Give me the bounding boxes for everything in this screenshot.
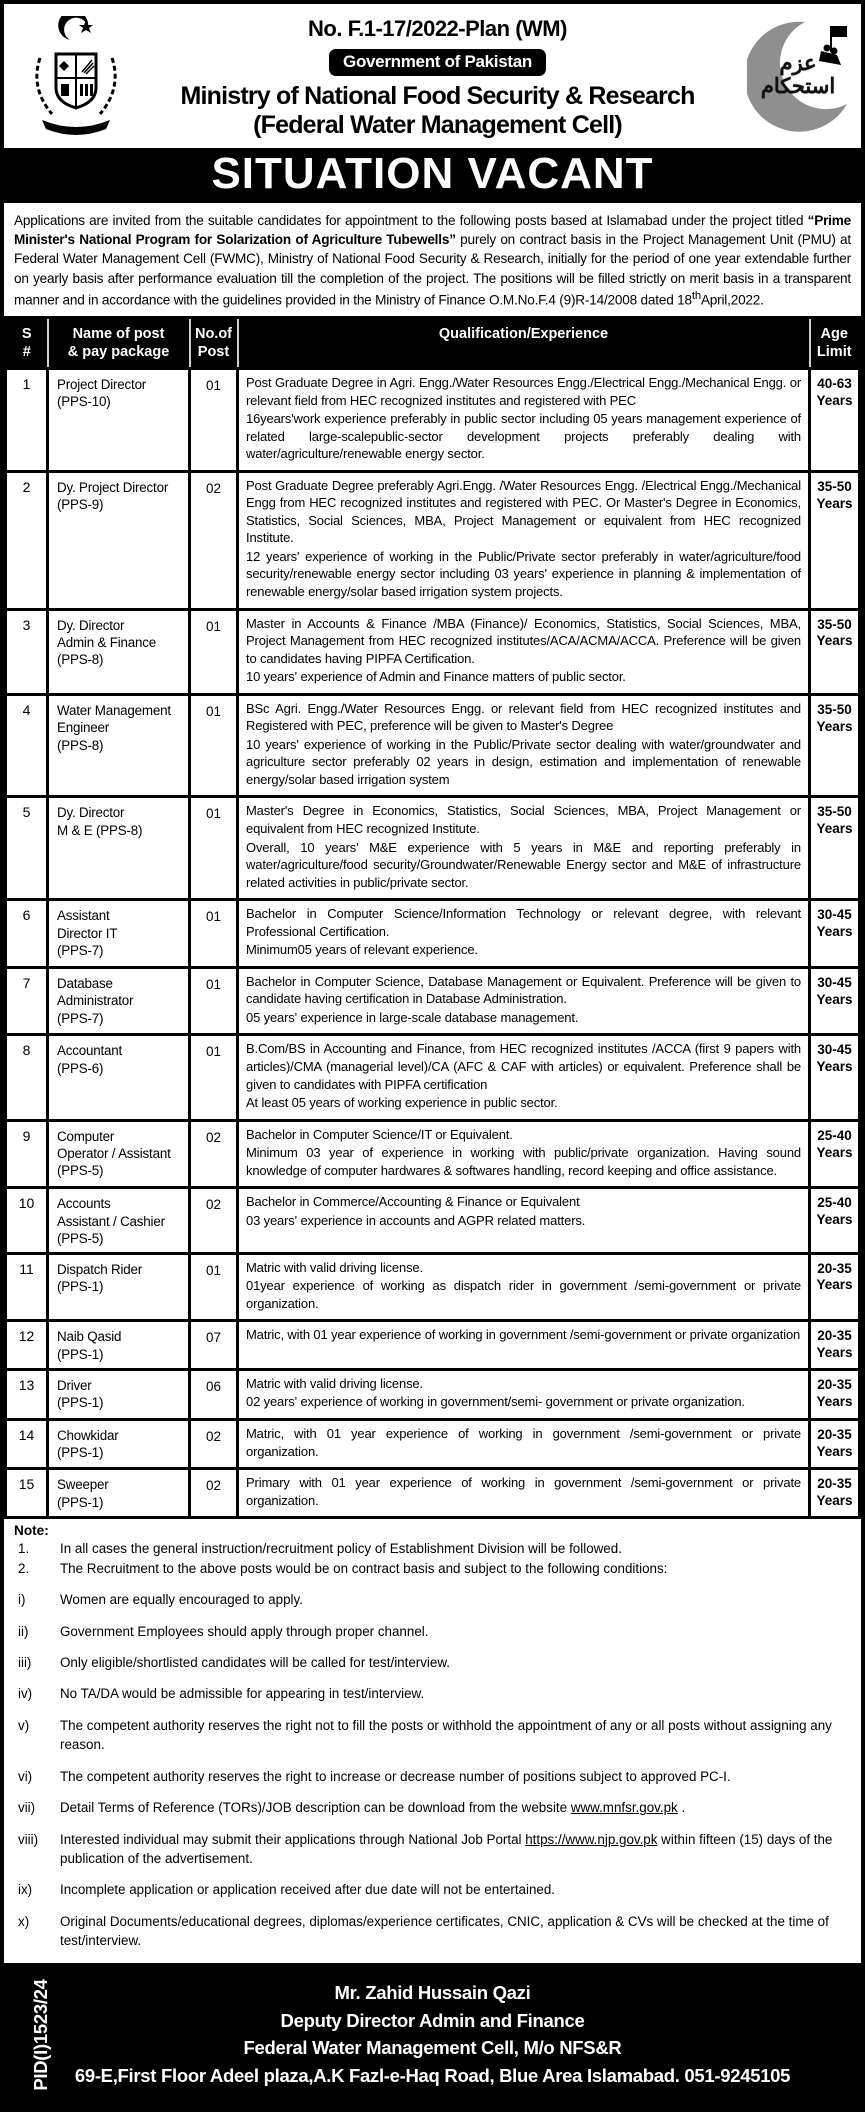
row-post-count: 01 [190, 967, 238, 1035]
row-serial: 9 [6, 1120, 48, 1188]
row-qualification: Bachelor in Computer Science/IT or Equivalent. Minimum 03 year of experience in working with public/private organization. Having sound knowledge of computer hardwares & softwares handling, record keeping and office assistance. [238, 1120, 810, 1188]
intro-project-title: “Prime Minister's National Program for Solarization of Agriculture Tubewells” [14, 212, 851, 247]
row-serial: 3 [6, 609, 48, 694]
row-post-name: Chowkidar (PPS-1) [48, 1420, 190, 1469]
row-serial: 7 [6, 967, 48, 1035]
row-post-count: 01 [190, 1035, 238, 1120]
table-row [6, 1369, 860, 1419]
pid-code: PID(I)1523/24 [30, 1979, 52, 2091]
header-count: No.of Post [190, 317, 238, 368]
cell-title: (Federal Water Management Cell) [253, 110, 622, 139]
header-age: Age Limit [810, 317, 860, 368]
note-item: viii) Interested individual may submit their applications through National Job Portal https://www.njp.gov.pk within fifteen (15) days of the publication of the advertisement. [18, 1831, 833, 1867]
posts-table [4, 316, 861, 1520]
row-age-limit: 35-50 Years [810, 609, 860, 694]
notes-section [4, 1519, 861, 1961]
row-qualification: Post Graduate Degree in Agri. Engg./Water Resources Engg./Electrical Engg./Mechanical Engg. or relevant field from HEC recognized institutes and registered with PEC 16years'work experience preferably in public sector including 05 years management experience of related large-scalepublic-sector development projects preferably dealing with water/agriculture/renewable energy sector. [238, 368, 810, 471]
note-item: 1. In all cases the general instruction/recruitment policy of Establishment Division will be followed. [18, 1541, 622, 1557]
situation-vacant-banner: SITUATION VACANT [4, 148, 861, 203]
row-qualification: Bachelor in Computer Science, Database Management or Equivalent. Preference will be given to candidate having certification in Database Administration. 05 years' experience in large-scale database management. [238, 967, 810, 1035]
table-header-row [6, 317, 860, 368]
azm-e-istehkam-logo-icon [747, 18, 855, 146]
row-serial: 2 [6, 471, 48, 609]
ministry-title: Ministry of National Food Security & Research [180, 82, 695, 110]
azm-urdu-text: عزم استحکام [760, 52, 836, 99]
row-serial: 1 [6, 368, 48, 471]
row-age-limit: 25-40 Years [810, 1188, 860, 1253]
row-serial: 15 [6, 1469, 48, 1518]
row-serial: 6 [6, 900, 48, 968]
row-post-count: 02 [190, 1188, 238, 1253]
row-age-limit: 20-35 Years [810, 1369, 860, 1419]
note-item: v) The competent authority reserves the right not to fill the posts or withhold the appointment of any or all posts without assigning any reason. [18, 1717, 832, 1753]
intro-part4: April,2022. [700, 292, 764, 308]
row-post-name: Accountant (PPS-6) [48, 1035, 190, 1120]
row-qualification: Matric with valid driving license. 01year experience of working as dispatch rider in government /semi-government or private organization. [238, 1253, 810, 1321]
signatory-name: Mr. Zahid Hussain Qazi [334, 1981, 531, 2003]
posts-table-head [6, 317, 860, 368]
row-post-name: Sweeper (PPS-1) [48, 1469, 190, 1518]
row-age-limit: 35-50 Years [810, 471, 860, 609]
header-post: Name of post & pay package [48, 317, 190, 368]
posts-table-body [6, 368, 860, 1517]
note-item: 2. The Recruitment to the above posts would be on contract basis and subject to the following conditions: [18, 1560, 668, 1576]
table-row [6, 900, 860, 968]
row-age-limit: 20-35 Years [810, 1321, 860, 1370]
intro-part3: purely on contract basis in the Project Management Unit (PMU) at Federal Water Management Cell (FWMC), Ministry of National Food Security & Research, initially for the period of one year extendable further on yearly basis after performance evaluation till the completion of the project. The positions will be filled strictly on merit basis in a transparent manner and in accordance with the guidelines provided in the Ministry of Finance O.M.No.F.4 (9)R-14/2008 dated 18 [14, 231, 851, 308]
table-row [6, 471, 860, 609]
note-link[interactable]: www.mnfsr.gov.pk [570, 1800, 678, 1816]
table-row [6, 1035, 860, 1120]
note-item: i) Women are equally encouraged to apply. [18, 1592, 303, 1608]
row-post-name: Driver (PPS-1) [48, 1369, 190, 1419]
row-post-name: Computer Operator / Assistant (PPS-5) [48, 1120, 190, 1188]
row-post-name: Assistant Director IT (PPS-7) [48, 900, 190, 968]
note-item: vi) The competent authority reserves the right to increase or decrease number of positions subject to approved PC-I. [18, 1768, 731, 1784]
row-post-count: 02 [190, 1469, 238, 1518]
row-serial: 13 [6, 1369, 48, 1419]
row-qualification: Matric, with 01 year experience of working in government /semi-government or private organization. [238, 1420, 810, 1469]
note-item: x) Original Documents/educational degrees, diplomas/experience certificates, CNIC, application & CVs will be checked at the time of test/interview. [18, 1913, 829, 1949]
table-row [6, 1120, 860, 1188]
row-qualification: Matric, with 01 year experience of working in government /semi-government or private organization [238, 1321, 810, 1370]
row-post-count: 01 [190, 368, 238, 471]
header-sn: S # [6, 317, 48, 368]
row-post-name: Water Management Engineer (PPS-8) [48, 694, 190, 797]
row-post-count: 01 [190, 1253, 238, 1321]
note-item: ii) Government Employees should apply through proper channel. [18, 1623, 429, 1639]
table-row [6, 1321, 860, 1370]
row-serial: 12 [6, 1321, 48, 1370]
row-qualification: Post Graduate Degree preferably Agri.Engg. /Water Resources Engg. /Electrical Engg./Mechanical Engg from HEC recognized institutes and registered with PEC. Or Master's Degree in Economics, Statistics, Social Sciences, MBA, Project Management or equivalent from HEC recognized Institute. 12 years' experience of working in the Public/Private sector preferably in water/agriculture/food security/renewable energy sector including 03 years' experience in planning & implementation of renewable energy/solar based irrigation system projects. [238, 471, 810, 609]
row-age-limit: 35-50 Years [810, 797, 860, 900]
row-qualification: Matric with valid driving license. 02 years' experience of working in government/semi- government or private organization. [238, 1369, 810, 1419]
row-post-count: 01 [190, 694, 238, 797]
table-row [6, 1420, 860, 1469]
row-post-name: Database Administrator (PPS-7) [48, 967, 190, 1035]
row-serial: 4 [6, 694, 48, 797]
signatory-org: Federal Water Management Cell, M/o NFS&R [243, 2037, 622, 2059]
row-post-count: 02 [190, 1420, 238, 1469]
row-post-name: Project Director (PPS-10) [48, 368, 190, 471]
row-age-limit: 30-45 Years [810, 900, 860, 968]
intro-date-sup: th [691, 289, 701, 302]
row-age-limit: 20-35 Years [810, 1469, 860, 1518]
row-qualification: Master in Accounts & Finance /MBA (Finance)/ Economics, Statistics, Social Sciences, MBA, Project Management from HEC recognized institutes/ACA/ACMA/ACCA. Preference will be given to candidates having PIPFA Certification. 10 years' experience of Admin and Finance matters of public sector. [238, 609, 810, 694]
table-row [6, 694, 860, 797]
row-qualification: Primary with 01 year experience of working in government /semi-government or private organization. [238, 1469, 810, 1518]
row-post-count: 02 [190, 1120, 238, 1188]
row-age-limit: 30-45 Years [810, 967, 860, 1035]
note-link[interactable]: https://www.njp.gov.pk [525, 1831, 658, 1847]
table-row [6, 609, 860, 694]
row-post-count: 01 [190, 797, 238, 900]
row-post-count: 01 [190, 900, 238, 968]
row-qualification: B.Com/BS in Accounting and Finance, from HEC recognized institutes /ACCA (first 9 papers with articles)/CMA (managerial level)/CA (AFC & CAF with articles) or equivalent. Preference shall be given to candidates with PIPFA certification At least 05 years of working experience in public sector. [238, 1035, 810, 1120]
table-row [6, 1188, 860, 1253]
row-qualification: BSc Agri. Engg./Water Resources Engg. or relevant field from HEC recognized institutes and Registered with PEC, preference will be given to Master's Degree 10 years' experience of working in the Public/Private sector dealing with water/groundwater and agriculture sector preferably 02 years in design, estimation and implementation of renewable energy/solar based irrigation system [238, 694, 810, 797]
note-item: iii) Only eligible/shortlisted candidates will be called for test/interview. [18, 1654, 451, 1670]
row-age-limit: 40-63 Years [810, 368, 860, 471]
reference-number: No. F.1-17/2022-Plan (WM) [308, 16, 567, 41]
row-post-name: Dy. Project Director (PPS-9) [48, 471, 190, 609]
table-row [6, 368, 860, 471]
header [4, 4, 861, 148]
row-post-count: 06 [190, 1369, 238, 1419]
row-age-limit: 20-35 Years [810, 1420, 860, 1469]
row-post-count: 01 [190, 609, 238, 694]
row-age-limit: 30-45 Years [810, 1035, 860, 1120]
notes-list [14, 1539, 851, 1951]
row-serial: 8 [6, 1035, 48, 1120]
table-row [6, 1253, 860, 1321]
row-post-count: 07 [190, 1321, 238, 1370]
signatory-address: 69-E,First Floor Adeel plaza,A.K Fazl-e-Haq Road, Blue Area Islamabad. 051-9245105 [74, 2065, 791, 2087]
row-post-name: Accounts Assistant / Cashier (PPS-5) [48, 1188, 190, 1253]
pakistan-state-emblem-icon [20, 16, 132, 158]
row-qualification: Bachelor in Computer Science/Information Technology or relevant degree, with relevant Professional Certification. Minimum05 years of relevant experience. [238, 900, 810, 968]
row-post-name: Dy. Director Admin & Finance (PPS-8) [48, 609, 190, 694]
row-serial: 10 [6, 1188, 48, 1253]
notes-label: Note: [14, 1523, 49, 1539]
intro-part1: Applications are invited from the suitable candidates for appointment to the following posts based at Islamabad under the project titled [14, 212, 808, 228]
note-item: ix) Incomplete application or application received after due date will not be entertained. [18, 1882, 556, 1898]
note-item: iv) No TA/DA would be admissible for appearing in test/interview. [18, 1686, 425, 1702]
row-serial: 11 [6, 1253, 48, 1321]
row-post-name: Dispatch Rider (PPS-1) [48, 1253, 190, 1321]
row-post-count: 02 [190, 471, 238, 609]
table-row [6, 967, 860, 1035]
row-age-limit: 35-50 Years [810, 694, 860, 797]
header-qualification: Qualification/Experience [238, 317, 810, 368]
table-row [6, 797, 860, 900]
row-serial: 14 [6, 1420, 48, 1469]
row-qualification: Bachelor in Commerce/Accounting & Finance or Equivalent 03 years' experience in accounts and AGPR related matters. [238, 1188, 810, 1253]
note-item: vii) Detail Terms of Reference (TORs)/JOB description can be download from the website www.mnfsr.gov.pk . [18, 1800, 686, 1816]
government-badge: Government of Pakistan [329, 49, 546, 76]
table-row [6, 1469, 860, 1518]
intro-paragraph [4, 203, 861, 316]
row-post-name: Naib Qasid (PPS-1) [48, 1321, 190, 1370]
footer-contact-block [4, 1963, 861, 2108]
row-age-limit: 20-35 Years [810, 1253, 860, 1321]
signatory-title: Deputy Director Admin and Finance [280, 2009, 585, 2031]
row-serial: 5 [6, 797, 48, 900]
row-qualification: Master's Degree in Economics, Statistics, Social Sciences, MBA, Project Management or equivalent from HEC recognized Institute. Overall, 10 years' M&E experience with 5 years in M&E and reporting preferably in water/agriculture/food security/Groundwater/Renewable Energy sector and M&E of infrastructure related activities in public/private sector. [238, 797, 810, 900]
row-age-limit: 25-40 Years [810, 1120, 860, 1188]
row-post-name: Dy. Director M & E (PPS-8) [48, 797, 190, 900]
